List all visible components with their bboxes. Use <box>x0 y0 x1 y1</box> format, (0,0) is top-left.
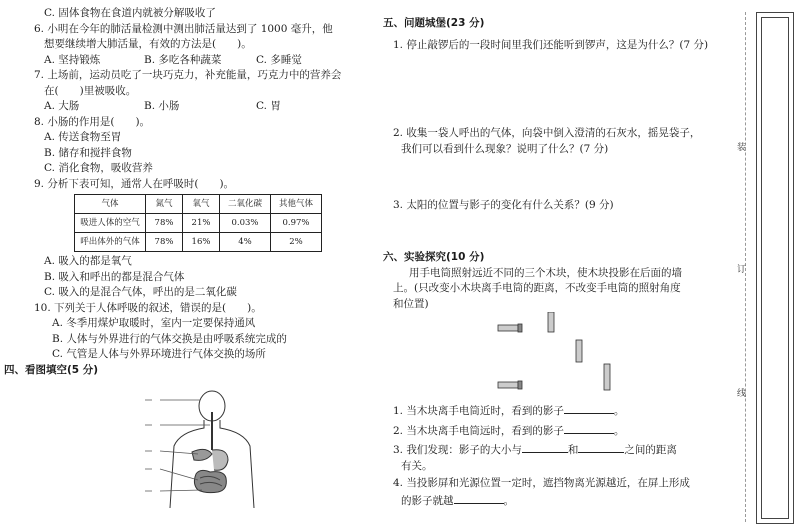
flashlight-2-head <box>518 381 522 389</box>
e3-answer-blank-2[interactable] <box>578 441 624 453</box>
e2-period: 。 <box>613 424 625 437</box>
flashlight-1-icon <box>498 325 518 331</box>
e3-text-d: 有关。 <box>401 459 433 472</box>
table-header-cell: 氧气 <box>183 195 220 214</box>
table-cell: 0.97% <box>271 214 322 233</box>
section-6 <box>383 250 723 312</box>
liver-shape <box>192 449 212 460</box>
binding-inner-frame <box>761 17 789 519</box>
e3-line <box>383 441 723 459</box>
label-line-5 <box>145 490 202 491</box>
table-header-row <box>75 195 322 214</box>
e2-answer-blank[interactable] <box>564 422 614 434</box>
e1-text: 1. 当木块离手电筒近时，看到的影子 <box>393 405 564 417</box>
binding-char-zhuang: 装 <box>737 143 747 153</box>
q8-option-a: A. 传送食物至胃 <box>44 131 122 143</box>
q7-options <box>34 99 364 115</box>
table-header-cell: 氮气 <box>146 195 183 214</box>
e3-text-c: 之间的距离 <box>624 444 677 456</box>
stomach-shape <box>212 450 228 471</box>
table-header-cell: 二氧化碳 <box>220 195 271 214</box>
section-5-title: 五、问题城堡(23 分) <box>383 17 485 29</box>
table-row <box>75 233 322 252</box>
e4-line1: 4. 当投影屏和光源位置一定时，遮挡物离光源越近，在屏上形成 <box>393 477 690 489</box>
q6-options <box>34 53 364 69</box>
experiment-text-line1: 用手电筒照射远近不同的三个木块，使木块投影在后面的墙 <box>409 266 682 279</box>
section-5 <box>383 16 723 53</box>
q10-option-b: B. 人体与外界进行的气体交换是由呼吸系统完成的 <box>52 332 287 345</box>
r1-stem: 1. 停止敲锣后的一段时间里我们还能听到锣声，这是为什么？(7 分) <box>393 38 709 51</box>
e2-line <box>383 422 723 440</box>
section-6-title: 六、实验探究(10 分) <box>383 251 485 263</box>
table-cell: 4% <box>220 233 271 252</box>
left-column <box>4 6 364 378</box>
experiment-questions <box>383 402 723 509</box>
q8-option-c: C. 消化食物，吸收营养 <box>44 162 153 174</box>
e3-answer-blank-1[interactable] <box>522 441 568 453</box>
e4-answer-blank[interactable] <box>454 492 504 504</box>
r2-stem-line2: 我们可以看到什么现象？说明了什么？(7 分) <box>401 142 609 155</box>
q6-stem-line2: 想要继续增大肺活量，有效的方法是( )。 <box>44 38 252 50</box>
experiment-text-line2: 上。(只改变小木块离手电筒的距离，不改变手电筒的照射角度 <box>393 282 681 294</box>
e1-answer-blank[interactable] <box>564 402 614 414</box>
table-cell: 21% <box>183 214 220 233</box>
q7-stem-line2: 在( )里被吸收。 <box>44 84 137 97</box>
q6-stem-line1: 6. 小明在今年的肺活量检测中测出肺活量达到了 1000 毫升，他 <box>34 22 333 35</box>
q6-option-c: C. 多睡觉 <box>256 53 302 66</box>
table-row <box>75 214 322 233</box>
q7-option-b: B. 小肠 <box>144 100 180 112</box>
table-cell: 78% <box>146 233 183 252</box>
section-4-title: 四、看图填空(5 分) <box>4 363 99 376</box>
e2-text: 2. 当木块离手电筒远时，看到的影子 <box>393 424 564 437</box>
q7-option-a: A. 大肠 <box>44 100 80 112</box>
wood-block-2 <box>576 340 582 362</box>
q9-option-b: B. 吸入和呼出的都是混合气体 <box>44 270 185 283</box>
q6-option-a: A. 坚持锻炼 <box>44 53 101 66</box>
wood-block-3 <box>604 364 610 390</box>
q7-stem-line1: 7. 上场前，运动员吃了一块巧克力，补充能量，巧克力中的营养会 <box>34 69 342 81</box>
flashlight-1-head <box>518 324 522 332</box>
q10-stem: 10. 下列关于人体呼吸的叙述，错误的是( )。 <box>34 301 262 314</box>
q5-option-c: C. 固体食物在食道内就被分解吸收了 <box>44 7 216 19</box>
q8-stem: 8. 小肠的作用是( )。 <box>34 115 151 128</box>
e4-line2 <box>383 492 723 510</box>
digestive-system-diagram <box>140 388 280 508</box>
experiment-text-line3: 和位置) <box>393 297 429 310</box>
e4-text-b: 的影子就越 <box>401 494 454 507</box>
q10-option-c: C. 气管是人体与外界环境进行气体交换的场所 <box>52 348 266 360</box>
q9-option-c: C. 吸入的是混合气体，呼出的是二氧化碳 <box>44 286 237 298</box>
wood-block-1 <box>548 312 554 332</box>
intestine-shape <box>194 470 226 492</box>
binding-char-ding: 订 <box>737 265 747 275</box>
table-header-cell: 气体 <box>75 195 146 214</box>
question-r3 <box>383 198 723 214</box>
q9-stem: 9. 分析下表可知，通常人在呼吸时( )。 <box>34 177 235 190</box>
r2-stem-line1: 2. 收集一袋人呼出的气体，向袋中倒入澄清的石灰水，摇晃袋子， <box>393 127 701 139</box>
table-cell: 呼出体外的气体 <box>75 233 146 252</box>
q10-option-a: A. 冬季用煤炉取暖时，室内一定要保持通风 <box>52 317 256 329</box>
q9-option-a: A. 吸入的都是氧气 <box>44 255 132 267</box>
e1-period: 。 <box>613 405 625 417</box>
flashlight-experiment-figure <box>490 312 630 397</box>
e4-period: 。 <box>503 494 514 507</box>
r3-stem: 3. 太阳的位置与影子的变化有什么关系？(9 分) <box>393 199 614 211</box>
e3-text-a: 3. 我们发现：影子的大小与 <box>393 444 522 456</box>
e1-line <box>383 402 723 420</box>
table-cell: 2% <box>271 233 322 252</box>
e3-text-b: 和 <box>567 444 579 456</box>
air-composition-table <box>74 194 322 252</box>
flashlight-2-icon <box>498 382 518 388</box>
table-cell: 0.03% <box>220 214 271 233</box>
torso-left-outline <box>170 420 204 508</box>
binding-char-xian: 线 <box>737 389 747 399</box>
table-cell: 吸进人体的空气 <box>75 214 146 233</box>
q6-option-b: B. 多吃各种蔬菜 <box>144 53 222 66</box>
question-r2 <box>383 126 723 157</box>
binding-margin <box>756 12 794 524</box>
q7-option-c: C. 胃 <box>256 100 281 112</box>
table-cell: 78% <box>146 214 183 233</box>
label-line-3 <box>145 451 198 454</box>
q8-option-b: B. 储存和搅拌食物 <box>44 146 132 159</box>
table-header-cell: 其他气体 <box>271 195 322 214</box>
table-cell: 16% <box>183 233 220 252</box>
